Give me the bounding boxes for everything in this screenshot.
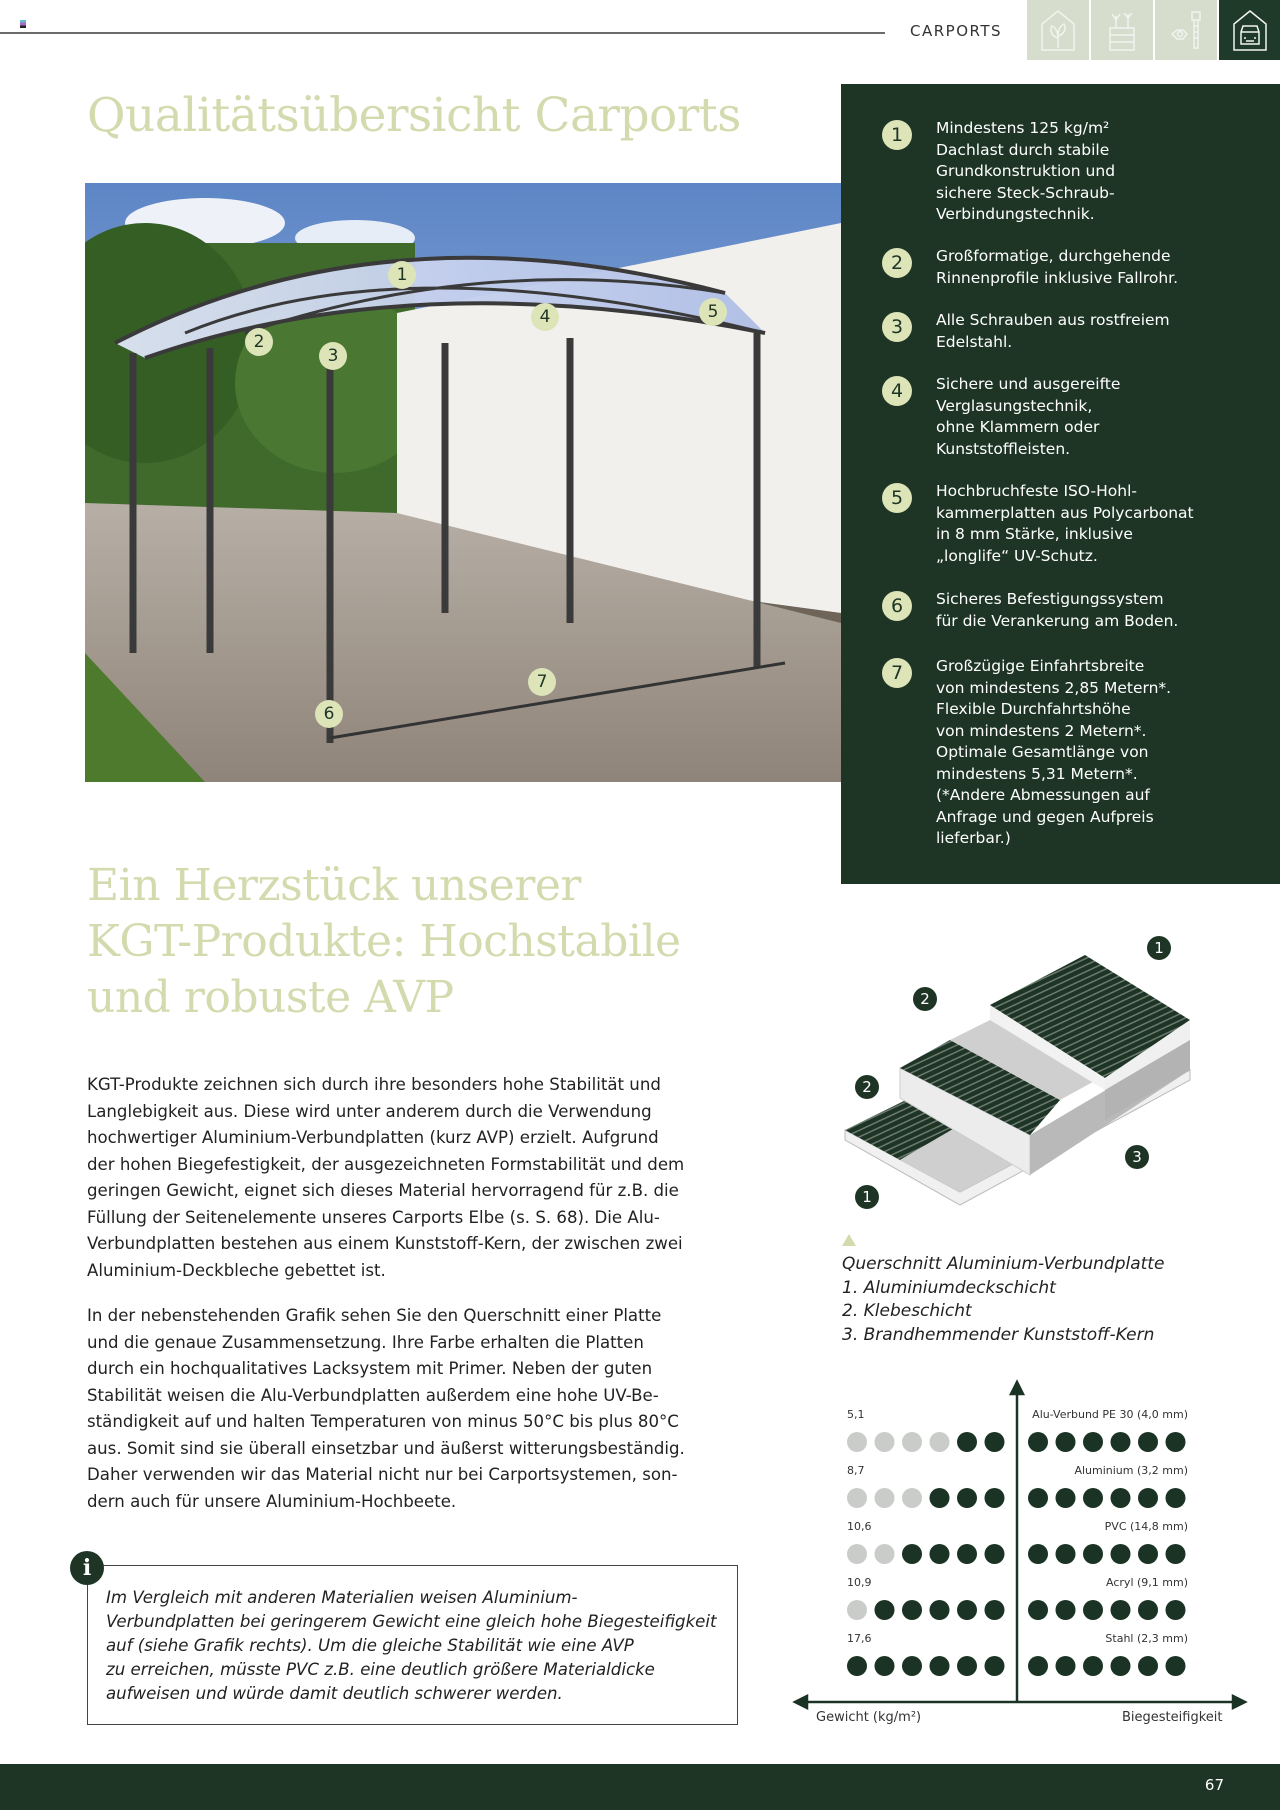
section-heading: Ein Herzstück unserer KGT-Produkte: Hochstabile und robuste AVP: [87, 860, 681, 1023]
weight-dot: [875, 1432, 895, 1452]
material-label: Acryl (9,1 mm): [1106, 1576, 1188, 1589]
stiffness-dot: [1166, 1656, 1186, 1676]
section-label: CARPORTS: [910, 22, 1003, 40]
feature-number: 3: [882, 312, 912, 342]
carport-icon: [1230, 8, 1270, 52]
feature-number: 2: [882, 248, 912, 278]
stiffness-dot: [1028, 1488, 1048, 1508]
weight-dot: [847, 1600, 867, 1620]
material-label: Stahl (2,3 mm): [1105, 1632, 1188, 1645]
info-icon: i: [70, 1551, 104, 1585]
tile-tools[interactable]: [1155, 0, 1217, 60]
stiffness-dot: [1111, 1432, 1131, 1452]
diagram-marker: 3: [1125, 1145, 1149, 1169]
feature-number: 5: [882, 483, 912, 513]
photo-marker: 6: [315, 700, 343, 728]
weight-dot: [847, 1544, 867, 1564]
raised-bed-icon: [1102, 8, 1142, 52]
weight-dot: [902, 1600, 922, 1620]
weight-dot: [875, 1488, 895, 1508]
feature-text: Großzügige Einfahrtsbreite von mindestens 2,85 Metern*. Flexible Durchfahrtshöhe von mindestens 2 Metern*. Optimale Gesamtlänge von mindestens 5,31 Metern*. (*Andere Abmessungen auf Anfrage und gegen Aufpreis lieferbar.): [936, 657, 1172, 847]
x-axis-label-left: Gewicht (kg/m²): [816, 1710, 922, 1725]
stiffness-dot: [1166, 1432, 1186, 1452]
weight-dot: [930, 1600, 950, 1620]
stiffness-dot: [1111, 1544, 1131, 1564]
diagram-marker: 1: [1147, 936, 1171, 960]
tile-garden-house[interactable]: [1027, 0, 1089, 60]
stiffness-dot: [1056, 1656, 1076, 1676]
stiffness-dot: [1083, 1432, 1103, 1452]
weight-value-label: 10,6: [847, 1520, 872, 1533]
caption-item: 2. Klebeschicht: [842, 1301, 972, 1321]
stiffness-dot: [1138, 1544, 1158, 1564]
diagram-marker: 1: [855, 1185, 879, 1209]
weight-stiffness-chart: [780, 1370, 1280, 1740]
stiffness-dot: [1083, 1600, 1103, 1620]
weight-value-label: 5,1: [847, 1408, 865, 1421]
weight-value-label: 10,9: [847, 1576, 872, 1589]
feature-text: Sicheres Befestigungssystem für die Verankerung am Boden.: [936, 590, 1179, 630]
material-label: Alu-Verbund PE 30 (4,0 mm): [1032, 1408, 1188, 1421]
stiffness-dot: [1111, 1600, 1131, 1620]
weight-dot: [957, 1432, 977, 1452]
weight-value-label: 17,6: [847, 1632, 872, 1645]
caption-title: Querschnitt Aluminium-Verbundplatte: [842, 1254, 1165, 1274]
photo-marker: 3: [319, 342, 347, 370]
stiffness-dot: [1083, 1488, 1103, 1508]
weight-dot: [847, 1432, 867, 1452]
feature-text: Großformatige, durchgehende Rinnenprofile inklusive Fallrohr.: [936, 247, 1179, 287]
feature-number: 7: [882, 658, 912, 688]
photo-marker: 2: [245, 328, 273, 356]
weight-dot: [875, 1544, 895, 1564]
weight-dot: [847, 1656, 867, 1676]
stiffness-dot: [1056, 1432, 1076, 1452]
weight-dot: [957, 1544, 977, 1564]
feature-number: 1: [882, 120, 912, 150]
stiffness-dot: [1138, 1432, 1158, 1452]
photo-marker: 1: [388, 261, 416, 289]
weight-dot: [930, 1544, 950, 1564]
stiffness-dot: [1056, 1544, 1076, 1564]
weight-value-label: 8,7: [847, 1464, 865, 1477]
weight-dot: [902, 1544, 922, 1564]
feature-text: Sichere und ausgereifte Verglasungstechnik, ohne Klammern oder Kunststoffleisten.: [936, 375, 1121, 458]
triangle-icon: [842, 1234, 856, 1246]
stiffness-dot: [1166, 1544, 1186, 1564]
feature-number: 6: [882, 591, 912, 621]
stiffness-dot: [1028, 1432, 1048, 1452]
stiffness-dot: [1028, 1544, 1048, 1564]
header-rule: [0, 32, 885, 34]
weight-dot: [902, 1488, 922, 1508]
stiffness-dot: [1028, 1656, 1048, 1676]
diagram-caption: [842, 1253, 1164, 1347]
tile-carport[interactable]: [1219, 0, 1280, 60]
stiffness-dot: [1056, 1600, 1076, 1620]
paragraph-1: KGT-Produkte zeichnen sich durch ihre besonders hohe Stabilität und Langlebigkeit aus. Diese wird unter anderem durch die Verwendung hochwertiger Aluminium-Verbundplatten (kurz AVP) erzielt. Aufgrund der hohen Biegefestigkeit, der ausgezeichneten Formstabilität und dem geringen Gewicht, eignet sich dieses Material hervorragend für z.B. die Füllung der Seitenelemente unseres Carports Elbe (s. S. 68). Die Alu- Verbundplatten bestehen aus einem Kunststoff-Kern, der zwischen zwei Aluminium-Deckbleche gebettet ist.: [87, 1075, 685, 1280]
tile-raised-bed[interactable]: [1091, 0, 1153, 60]
cross-section-diagram: [840, 920, 1220, 1224]
stiffness-dot: [1138, 1600, 1158, 1620]
weight-dot: [875, 1600, 895, 1620]
x-axis-label-right: Biegesteifigkeit: [1122, 1710, 1223, 1725]
info-text: Im Vergleich mit anderen Materialien weisen Aluminium- Verbundplatten bei geringerem Gewicht eine gleich hohe Biegesteifigkeit auf (siehe Grafik rechts). Um die gleiche Stabilität wie eine AVP zu erreichen, müsste PVC z.B. eine deutlich größere Materialdicke aufweisen und würde damit deutlich schwerer werden.: [106, 1588, 717, 1703]
weight-dot: [985, 1488, 1005, 1508]
stiffness-dot: [1138, 1656, 1158, 1676]
caption-item: 1. Aluminiumdeckschicht: [842, 1277, 1056, 1298]
tools-icon: [1166, 8, 1206, 52]
photo-marker: 4: [531, 303, 559, 331]
page-number: 67: [1204, 1776, 1224, 1794]
stiffness-dot: [1028, 1600, 1048, 1620]
feature-number: 4: [882, 376, 912, 406]
weight-dot: [957, 1656, 977, 1676]
material-label: Aluminium (3,2 mm): [1074, 1464, 1188, 1477]
garden-house-icon: [1038, 8, 1078, 52]
footer-bar: [0, 1764, 1280, 1810]
weight-dot: [875, 1656, 895, 1676]
diagram-marker: 2: [913, 987, 937, 1011]
page-title: Qualitätsübersicht Carports: [87, 88, 741, 143]
feature-text: Alle Schrauben aus rostfreiem Edelstahl.: [936, 311, 1170, 351]
stiffness-dot: [1056, 1488, 1076, 1508]
photo-marker: 5: [699, 298, 727, 326]
carport-photo: [85, 183, 841, 782]
photo-marker: 7: [528, 668, 556, 696]
stiffness-dot: [1166, 1600, 1186, 1620]
stiffness-dot: [1111, 1656, 1131, 1676]
feature-text: Mindestens 125 kg/m² Dachlast durch stabile Grundkonstruktion und sichere Steck-Schraub- Verbindungstechnik.: [936, 119, 1116, 223]
weight-dot: [902, 1656, 922, 1676]
weight-dot: [930, 1488, 950, 1508]
weight-dot: [957, 1600, 977, 1620]
stiffness-dot: [1111, 1488, 1131, 1508]
weight-dot: [985, 1544, 1005, 1564]
feature-text: Hochbruchfeste ISO-Hohl- kammerplatten aus Polycarbonat in 8 mm Stärke, inklusive „longlife“ UV-Schutz.: [936, 482, 1194, 565]
info-box: [87, 1565, 738, 1725]
weight-dot: [985, 1600, 1005, 1620]
weight-dot: [847, 1488, 867, 1508]
print-marks: [20, 20, 26, 28]
paragraph-2: In der nebenstehenden Grafik sehen Sie den Querschnitt einer Platte und die genaue Zusammensetzung. Ihre Farbe erhalten die Platten durch ein hochqualitatives Lacksystem mit Primer. Neben der guten Stabilität weisen die Alu-Verbundplatten außerdem eine hohe UV-Be- ständigkeit auf und halten Temperaturen von minus 50°C bis plus 80°C aus. Somit sind sie überall einsetzbar und äußerst witterungsbeständig. Daher verwenden wir das Material nicht nur bei Carportsystemen, son- dern auch für unsere Aluminium-Hochbeete.: [87, 1306, 685, 1511]
weight-dot: [957, 1488, 977, 1508]
stiffness-dot: [1166, 1488, 1186, 1508]
stiffness-dot: [1138, 1488, 1158, 1508]
stiffness-dot: [1083, 1544, 1103, 1564]
material-label: PVC (14,8 mm): [1104, 1520, 1188, 1533]
stiffness-dot: [1083, 1656, 1103, 1676]
weight-dot: [930, 1432, 950, 1452]
diagram-marker: 2: [855, 1075, 879, 1099]
caption-item: 3. Brandhemmender Kunststoff-Kern: [842, 1324, 1155, 1345]
weight-dot: [985, 1432, 1005, 1452]
weight-dot: [985, 1656, 1005, 1676]
features-panel: [841, 84, 1280, 884]
weight-dot: [930, 1656, 950, 1676]
weight-dot: [902, 1432, 922, 1452]
